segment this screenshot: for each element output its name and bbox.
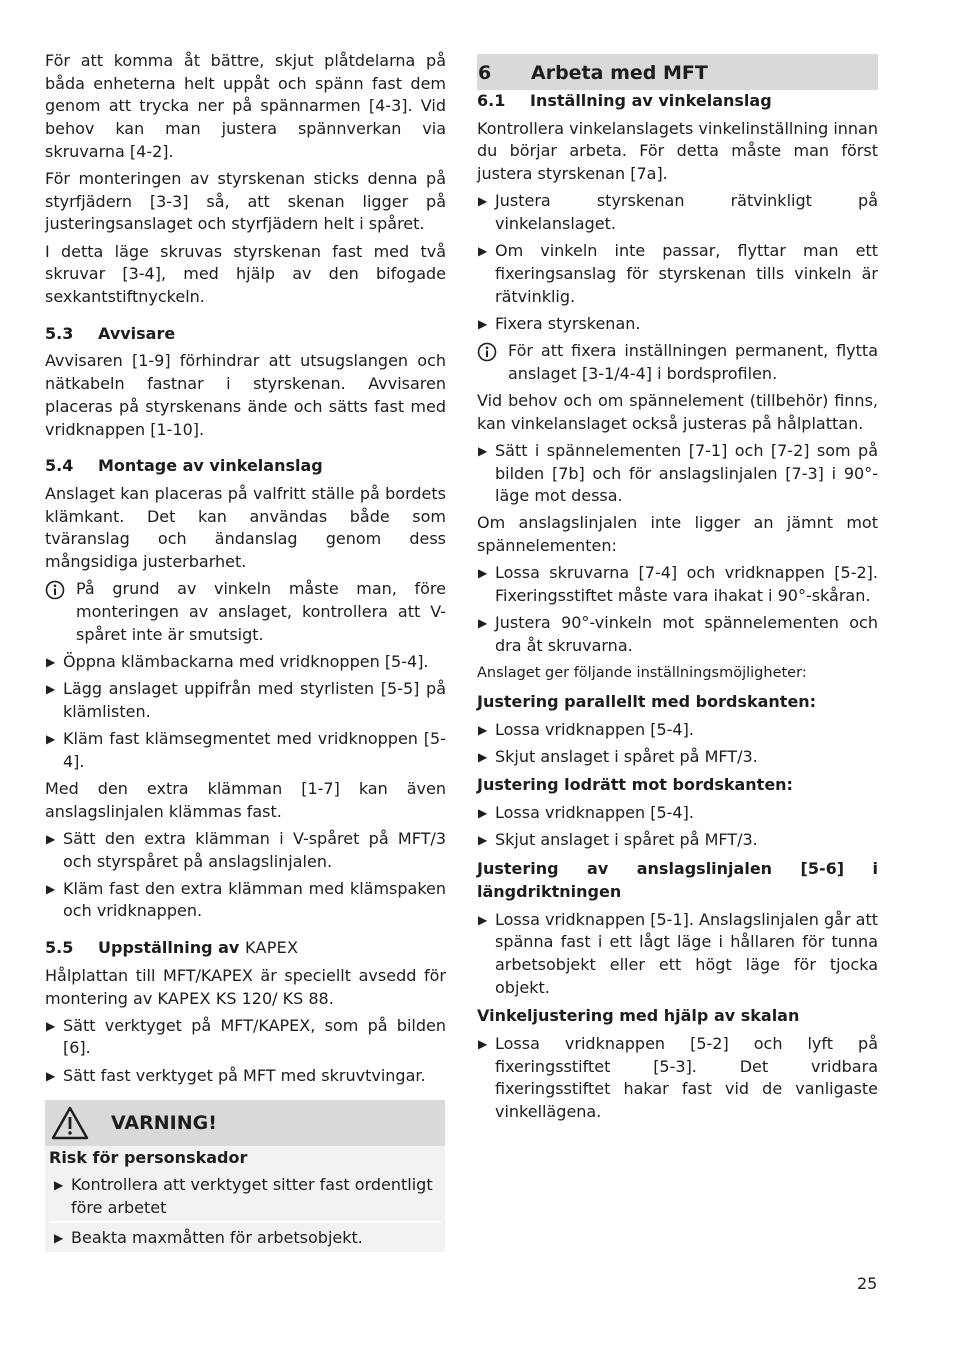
- triangle-right-icon: ▶: [54, 1231, 64, 1246]
- right-column: [477, 50, 878, 1128]
- triangle-right-icon: ▶: [46, 731, 56, 746]
- triangle-right-icon: ▶: [46, 1018, 56, 1033]
- chapter-number: 6: [478, 62, 492, 84]
- section-heading-5-5: [45, 937, 446, 960]
- triangle-right-icon: ▶: [46, 654, 56, 669]
- section-title-text: Uppställning av: [98, 938, 240, 958]
- list-item: [477, 440, 878, 508]
- list-item: [45, 828, 446, 873]
- section-title: [98, 937, 298, 960]
- triangle-right-icon: ▶: [46, 682, 56, 697]
- section-number: 6.1: [477, 91, 506, 110]
- info-note: [477, 340, 878, 385]
- paragraph: Med den extra klämman [1-7] kan även anslagslinjalen klämmas fast.: [45, 778, 446, 821]
- page-number: 25: [857, 1274, 878, 1293]
- triangle-right-icon: ▶: [478, 806, 488, 821]
- brand-name: KAPEX: [157, 988, 211, 1008]
- paragraph: Anslaget ger följande inställningsmöjligheter:: [477, 665, 807, 682]
- warning-body: [45, 1146, 445, 1252]
- triangle-right-icon: ▶: [478, 244, 488, 259]
- paragraph-text: Hålplattan till MFT/KAPEX är speciellt avsedd för montering av: [45, 965, 446, 1008]
- paragraph: Avvisaren [1-9] förhindrar att utsugslangen och nätkabeln fastnar i styrskenan. Avvisaren placeras på styrskenans ände och sätts fast med vridknappen [1-10].: [45, 351, 446, 439]
- warning-title: VARNING!: [111, 1111, 217, 1134]
- list-item-text: Lossa vridknappen [5-1]. Anslagslinjalen går att spänna fast i ett lågt läge i hållaren för tunna arbetsobjekt eller ett högt läge för tjocka objekt.: [495, 909, 878, 997]
- warning-header: [45, 1100, 445, 1146]
- paragraph: För monteringen av styrskenan sticks denna på styrfjädern [3-3] så, att skenan ligger på justeringsanslaget och styrfjädern helt i spåret.: [45, 169, 446, 234]
- list-item-text: Öppna klämbackarna med vridknoppen [5-4].: [63, 651, 429, 671]
- list-item: [477, 190, 878, 235]
- warning-subtitle: Risk för personskador: [49, 1148, 248, 1167]
- paragraph: Anslaget kan placeras på valfritt ställe på bordets klämkant. Det kan användas både som tväranslag och ändanslag genom dess mångsidiga justerbarhet.: [45, 483, 446, 572]
- list-item-text: Kläm fast den extra klämman med klämspaken och vridknappen.: [63, 878, 446, 921]
- list-item: [477, 612, 878, 657]
- triangle-right-icon: ▶: [478, 616, 488, 631]
- list-item: [49, 1170, 441, 1221]
- triangle-right-icon: ▶: [46, 881, 56, 896]
- section-title: Inställning av vinkelanslag: [530, 91, 772, 110]
- list-item-text: Lägg anslaget uppifrån med styrlisten [5-5] på klämlisten.: [63, 679, 446, 721]
- paragraph-text: KS 120/ KS 88.: [215, 988, 334, 1008]
- list-item: [477, 909, 878, 1000]
- list-item-text: Sätt fast verktyget på MFT med skruvtvingar.: [63, 1065, 426, 1085]
- paragraph: Om anslagslinjalen inte ligger an jämnt mot spännelementen:: [477, 513, 878, 556]
- list-item-text: Justera 90°-vinkeln mot spännelementen och dra åt skruvarna.: [495, 613, 878, 655]
- list-item: [477, 802, 878, 825]
- triangle-right-icon: ▶: [478, 566, 488, 581]
- triangle-right-icon: ▶: [478, 749, 488, 764]
- triangle-right-icon: ▶: [478, 443, 488, 458]
- list-item: [49, 1221, 441, 1252]
- subheading: Vinkeljustering med hjälp av skalan: [477, 1006, 800, 1026]
- list-item: [45, 1015, 446, 1060]
- triangle-right-icon: ▶: [46, 831, 56, 846]
- list-item-text: Lossa vridknappen [5-2] och lyft på fixeringsstiftet [5-3]. Det vridbara fixeringsstiftet hakar fast vid de vanligaste vinkellägena.: [495, 1034, 878, 1122]
- chapter-title: Arbeta med MFT: [531, 62, 708, 84]
- section-heading-6-1: [477, 90, 878, 113]
- list-item: [477, 829, 878, 852]
- list-item-text: Skjut anslaget i spåret på MFT/3.: [495, 746, 758, 766]
- section-heading-5-4: [45, 455, 446, 478]
- list-item-text: Kontrollera att verktyget sitter fast ordentligt före arbetet: [71, 1175, 433, 1217]
- subheading: Justering av anslagslinjalen [5-6] i längdriktningen: [477, 859, 878, 901]
- paragraph: För att komma åt bättre, skjut plåtdelarna på båda enheterna helt uppåt och spänn fast dem genom att trycka ner på spännarmen [4-3]. Vid behov kan man justera spännverkan via skruvarna [4-2].: [45, 51, 446, 161]
- list-item: [45, 678, 446, 723]
- section-title: Avvisare: [98, 323, 176, 343]
- paragraph: [45, 965, 446, 1010]
- triangle-right-icon: ▶: [478, 316, 488, 331]
- note-text: För att fixera inställningen permanent, flytta anslaget [3-1/4-4] i bordsprofilen.: [508, 341, 878, 383]
- paragraph: Kontrollera vinkelanslagets vinkelinställning innan du börjar arbeta. För detta måste man först justera styrskenan [7a].: [477, 118, 878, 184]
- list-item: [477, 562, 878, 607]
- triangle-right-icon: ▶: [478, 912, 488, 927]
- warning-box: [45, 1100, 445, 1252]
- section-number: 5.4: [45, 456, 74, 476]
- list-item: [477, 240, 878, 308]
- list-item-text: Sätt i spännelementen [7-1] och [7-2] som på bilden [7b] och för anslagslinjalen [7-3] i 90°-läge mot dessa.: [495, 440, 878, 506]
- info-note: [45, 578, 446, 646]
- chapter-heading-6: [477, 54, 878, 90]
- list-item-text: Skjut anslaget i spåret på MFT/3.: [495, 830, 758, 850]
- section-title: Montage av vinkelanslag: [98, 456, 323, 476]
- list-item: [477, 313, 878, 336]
- section-number: 5.3: [45, 323, 74, 343]
- list-item: [477, 1033, 878, 1124]
- list-item-text: Om vinkeln inte passar, flyttar man ett fixeringsanslag för styrskenan tills vinkeln är rätvinklig.: [495, 241, 878, 306]
- triangle-right-icon: ▶: [478, 194, 488, 209]
- brand-name: KAPEX: [244, 938, 299, 958]
- list-item: [477, 719, 878, 742]
- triangle-right-icon: ▶: [478, 833, 488, 848]
- warning-triangle-icon: [45, 1106, 111, 1140]
- triangle-right-icon: ▶: [54, 1178, 64, 1192]
- note-text: På grund av vinkeln måste man, före monteringen av anslaget, kontrollera att V-spåret inte är smutsigt.: [76, 579, 446, 644]
- section-number: 5.5: [45, 938, 74, 958]
- triangle-right-icon: ▶: [478, 1037, 488, 1052]
- list-item: [45, 878, 446, 923]
- section-heading-5-3: [45, 323, 446, 346]
- triangle-right-icon: ▶: [46, 1068, 56, 1083]
- list-item-text: Fixera styrskenan.: [495, 313, 641, 333]
- list-item-text: Lossa vridknappen [5-4].: [495, 803, 694, 823]
- list-item-text: Sätt verktyget på MFT/KAPEX, som på bilden [6].: [63, 1015, 446, 1058]
- list-item-text: Kläm fast klämsegmentet med vridknoppen [5-4].: [63, 728, 446, 771]
- triangle-right-icon: ▶: [478, 722, 488, 737]
- list-item: [45, 651, 446, 674]
- info-icon: [477, 340, 508, 385]
- paragraph: Vid behov och om spännelement (tillbehör) finns, kan vinkelanslaget också justeras på hålplattan.: [477, 390, 878, 433]
- subheading: Justering parallellt med bordskanten:: [477, 691, 817, 711]
- list-item-text: Lossa vridknappen [5-4].: [495, 719, 694, 739]
- subheading: Justering lodrätt mot bordskanten:: [477, 775, 793, 795]
- left-column: [45, 50, 446, 1092]
- list-item-text: Justera styrskenan rätvinkligt på vinkelanslaget.: [495, 191, 878, 234]
- list-item-text: Sätt den extra klämman i V-spåret på MFT/3 och styrspåret på anslagslinjalen.: [63, 828, 446, 871]
- list-item-text: Beakta maxmåtten för arbetsobjekt.: [71, 1228, 363, 1248]
- info-icon: [45, 578, 76, 646]
- paragraph: I detta läge skruvas styrskenan fast med två skruvar [3-4], med hjälp av den bifogade sexkantstiftnyckeln.: [45, 241, 446, 307]
- list-item: [45, 1065, 446, 1088]
- list-item: [477, 746, 878, 769]
- list-item: [45, 728, 446, 773]
- list-item-text: Lossa skruvarna [7-4] och vridknappen [5-2]. Fixeringsstiftet måste vara ihakat i 90°-skåran.: [495, 563, 878, 606]
